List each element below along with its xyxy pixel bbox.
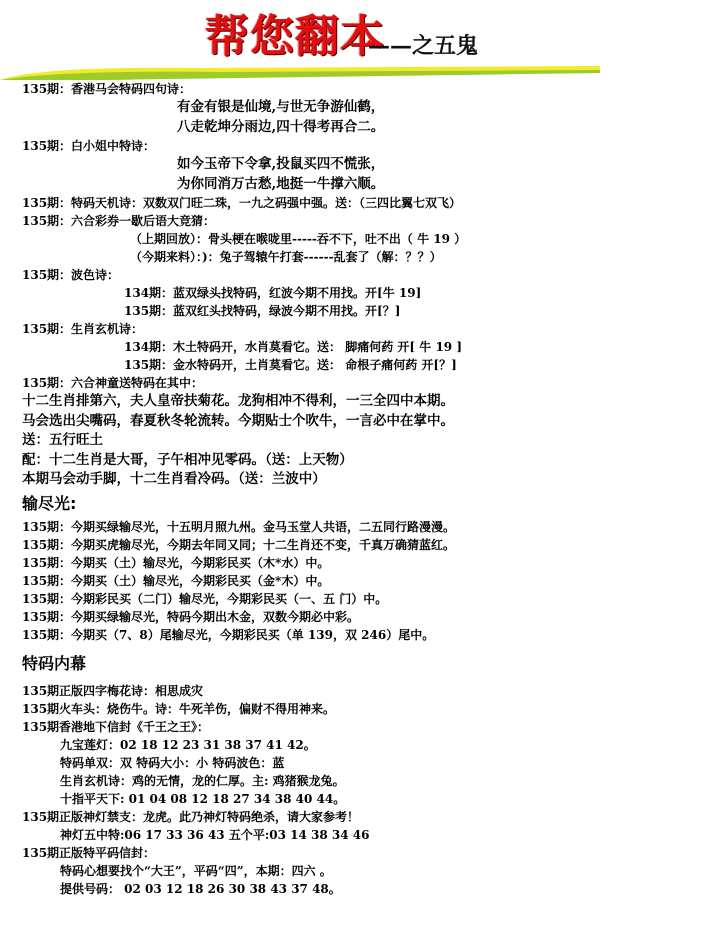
banner [0,0,720,80]
text-line: 135期香港地下信封《千王之王》： [22,719,210,734]
banner-title: 帮您翻本 [205,11,385,62]
text-line: 如今玉帝下令拿,投鼠买四不慌张， [177,156,385,172]
text-line: 本期马会动手脚，十二生肖看冷码。（送：兰波中） [22,471,326,487]
text-line: 马会选出尖嘴码，春夏秋冬轮流转。今期贴士个吹牛，一言必中在掌中。 [22,412,454,429]
text-line: 神灯五中特:06 17 33 36 43 五个平:03 14 38 34 46 [60,827,370,842]
text-line: 134期：木土特码开，水肖莫看它。送： 脚痛何药 开[ 牛 19 ] [124,340,462,354]
text-line: 135期：今期彩民买（二门）输尽光，今期彩民买（一、五 门）中。 [22,591,388,606]
text-line: 有金有银是仙境,与世无争游仙鹤， [177,99,385,115]
text-line: 134期：蓝双绿头找特码，红波今期不用找。开[牛 19] [124,286,422,300]
text-line: 135期：今期买（土）输尽光，今期彩民买（木*水）中。 [22,555,330,570]
text-line: 特码心想要找个“大王”，平码“四”，本期：四六 。 [60,863,332,878]
text-line: 135期：六合神童送特码在其中： [22,376,204,390]
text-line: 135期正版神灯禁支：龙虎。此乃神灯特码绝杀，请大家参考！ [22,809,360,824]
text-line: 提供号码： 02 03 12 18 26 30 38 43 37 48。 [60,881,341,896]
text-line: （上期回放）：骨头梗在喉咙里-----吞不下，吐不出（ 牛 19 ） [130,232,467,246]
banner-stripe [0,60,600,80]
text-line: 配：十二生肖是大哥，子午相冲见零码。（送：上天物） [22,451,353,468]
text-line: 135期正版特平码信封： [22,845,156,860]
text-line: 135期：金水特码开，土肖莫看它。送： 命根子痛何药 开[？] [124,358,457,372]
section-heading: 特码内幕 [22,653,87,673]
text-line: 135期：香港马会特码四句诗： [22,82,192,96]
text-line: 135期：今期买（7、8）尾输尽光，今期彩民买（单 139，双 246）尾中。 [22,627,435,642]
text-line: （今期来料）：)：兔子驾辕午打套------乱套了（解：？？） [130,250,442,264]
text-line: 135期：波色诗： [22,268,120,282]
text-line: 特码单双：双 特码大小：小 特码波色：蓝 [60,755,285,770]
text-line: 135期：生肖玄机诗： [22,322,144,336]
text-line: 135期：特码天机诗：双数双门旺二珠，一九之码强中强。送：（三四比翼七双飞） [22,196,462,210]
text-line: 135期：今期买（土）输尽光，今期彩民买（金*木）中。 [22,573,330,588]
text-line: 送：五行旺土 [22,432,103,448]
text-line: 135期：今期买虎输尽光，今期去年同又同；十二生肖还不变，千真万确猜蓝红。 [22,537,456,552]
text-line: 十指平天下: 01 04 08 12 18 27 34 38 40 44。 [60,791,346,806]
text-line: 生肖玄机诗：鸡的无情，龙的仁厚。主: 鸡猪猴龙兔。 [60,773,345,788]
text-line: 十二生肖排第六，夫人皇帝扶菊花。龙狗相冲不得利，一三全四中本期。 [22,393,454,409]
main-content [22,80,712,898]
text-line: 135期：白小姐中特诗： [22,139,156,153]
text-line: 135期正版四字梅花诗：相思成灾 [22,683,204,698]
text-line: 135期火车头：烧伤牛。诗：牛死羊伤，偏财不得用神来。 [22,701,336,716]
text-line: 135期：蓝双红头找特码，绿波今期不用找。开[？] [124,304,401,318]
text-line: 八走乾坤分雨边,四十得考再合二。 [177,118,385,135]
text-line: 135期：今期买绿输尽光，十五明月照九州。金马玉堂人共语，二五同行路漫漫。 [22,519,456,534]
text-line: 九宝莲灯：02 18 12 23 31 38 37 41 42。 [60,737,316,752]
text-line: 为你同消万古愁,地挺一牛撑六顺。 [177,175,385,192]
banner-subtitle: ——之五鬼 [368,33,479,59]
section-heading: 输尽光: [22,493,77,513]
text-line: 135期：今期买绿输尽光，特码今期出木金，双数今期必中彩。 [22,609,360,624]
text-line: 135期：六合彩券一歇后语大竞猜： [22,214,216,228]
